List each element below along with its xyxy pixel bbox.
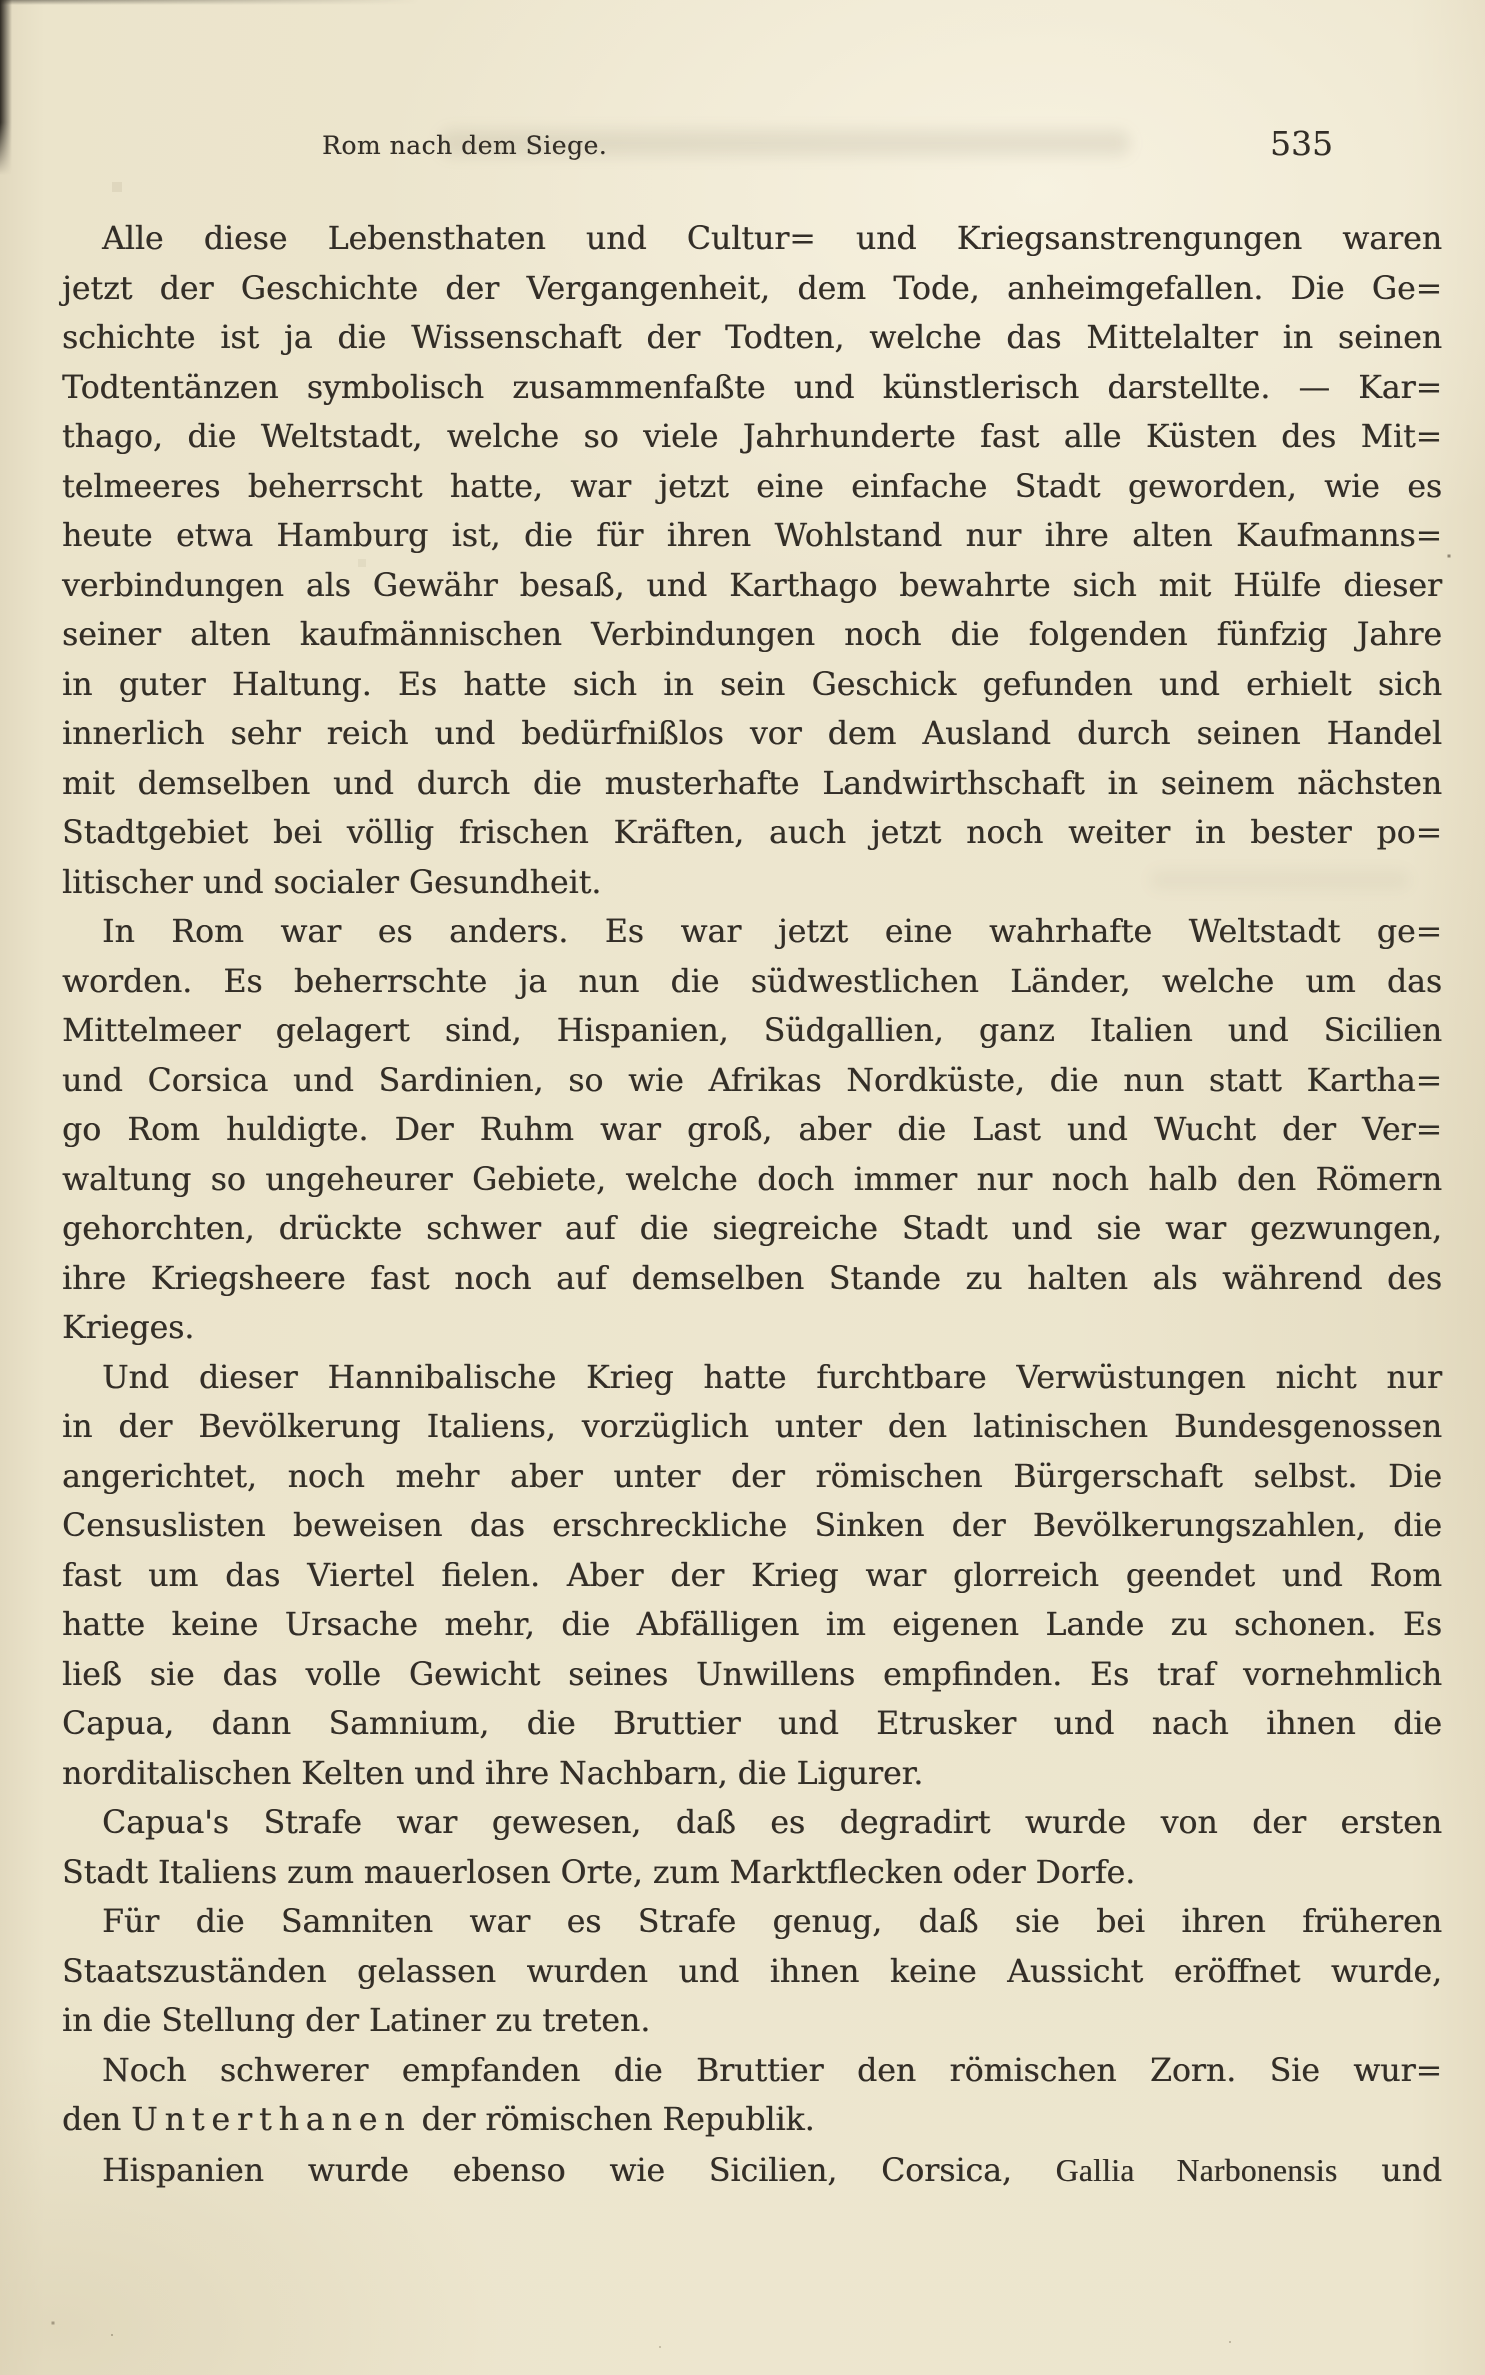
- text-line: go Rom huldigte. Der Ruhm war groß, aber die Last und Wucht der Ver=: [62, 1112, 1442, 1148]
- text-line: jetzt der Geschichte der Vergangenheit, dem Tode, anheimgefallen. Die Ge=: [62, 270, 1442, 307]
- text-line: Stadt Italiens zum mauerlosen Orte, zum Marktflecken oder Dorfe.: [62, 1854, 1136, 1891]
- paragraph: [62, 908, 1442, 1354]
- text-line: worden. Es beherrschte ja nun die südwestlichen Länder, welche um das: [62, 963, 1442, 1000]
- paragraph: [62, 2047, 1442, 2146]
- page-text: [62, 215, 1442, 2196]
- text-line: Capua, dann Samnium, die Bruttier und Etrusker und nach ihnen die: [62, 1706, 1442, 1742]
- text-line: in der Bevölkerung Italiens, vorzüglich unter den latinischen Bundesgenossen: [62, 1409, 1442, 1445]
- paragraph: [62, 215, 1442, 908]
- text-line: und Corsica und Sardinien, so wie Afrikas Nordküste, die nun statt Kartha=: [62, 1062, 1442, 1099]
- text-line: angerichtet, noch mehr aber unter der römischen Bürgerschaft selbst. Die: [62, 1458, 1442, 1495]
- text-line: thago, die Weltstadt, welche so viele Jahrhunderte fast alle Küsten des Mit=: [62, 419, 1442, 455]
- text-line: ihre Kriegsheere fast noch auf demselben Stande zu halten als während des: [62, 1260, 1442, 1297]
- text-line: telmeeres beherrscht hatte, war jetzt eine einfache Stadt geworden, wie es: [62, 468, 1442, 505]
- text-line: waltung so ungeheurer Gebiete, welche doch immer nur noch halb den Römern: [62, 1161, 1442, 1198]
- text-line: schichte ist ja die Wissenschaft der Todten, welche das Mittelalter in seinen: [62, 320, 1442, 356]
- text-line: Hispanien wurde ebenso wie Sicilien, Corsica, Gallia Narbonensis und: [102, 2152, 1442, 2189]
- letterspaced-word: Unterthanen: [131, 2102, 412, 2138]
- text-line: Capua's Strafe war gewesen, daß es degradirt wurde von der ersten: [102, 1805, 1442, 1841]
- antiqua-phrase: Gallia Narbonensis: [1055, 2152, 1338, 2188]
- text-line: Alle diese Lebensthaten und Cultur= und Kriegsanstrengungen waren: [102, 221, 1442, 257]
- text-line: verbindungen als Gewähr besaß, und Karthago bewahrte sich mit Hülfe dieser: [62, 567, 1442, 604]
- scan-edge-shadow: [0, 0, 12, 175]
- text-line: Krieges.: [62, 1310, 195, 1346]
- text-line: fast um das Viertel fielen. Aber der Krieg war glorreich geendet und Rom: [62, 1557, 1442, 1594]
- paragraph: [62, 1354, 1442, 1800]
- text-line: gehorchten, drückte schwer auf die siegreiche Stadt und sie war gezwungen,: [62, 1211, 1442, 1247]
- text-line: Staatszuständen gelassen wurden und ihnen keine Aussicht eröffnet wurde,: [62, 1953, 1442, 1990]
- text-line: in die Stellung der Latiner zu treten.: [62, 2003, 651, 2039]
- text-line: hatte keine Ursache mehr, die Abfälligen im eigenen Lande zu schonen. Es: [62, 1607, 1442, 1643]
- scan-edge-shadow-top: [0, 0, 420, 5]
- text-line: mit demselben und durch die musterhafte Landwirthschaft in seinem nächsten: [62, 765, 1442, 802]
- text-line: In Rom war es anders. Es war jetzt eine wahrhafte Weltstadt ge=: [102, 914, 1442, 950]
- text-line: in guter Haltung. Es hatte sich in sein Geschick gefunden und erhielt sich: [62, 666, 1442, 703]
- text-line: seiner alten kaufmännischen Verbindungen noch die folgenden fünfzig Jahre: [62, 617, 1442, 653]
- paragraph: [62, 1898, 1442, 2047]
- text-line: Und dieser Hannibalische Krieg hatte furchtbare Verwüstungen nicht nur: [102, 1359, 1442, 1396]
- text-line: heute etwa Hamburg ist, die für ihren Wohlstand nur ihre alten Kaufmanns=: [62, 518, 1442, 554]
- page-number: 535: [1270, 124, 1333, 163]
- text-line: Censuslisten beweisen das erschreckliche Sinken der Bevölkerungszahlen, die: [62, 1508, 1442, 1544]
- text-line: Mittelmeer gelagert sind, Hispanien, Südgallien, ganz Italien und Sicilien: [62, 1013, 1442, 1049]
- paragraph: [62, 1799, 1442, 1898]
- text-line: Noch schwerer empfanden die Bruttier den römischen Zorn. Sie wur=: [102, 2052, 1442, 2089]
- text-line: litischer und socialer Gesundheit.: [62, 864, 602, 901]
- text-line: norditalischen Kelten und ihre Nachbarn, die Ligurer.: [62, 1755, 924, 1792]
- text-line: innerlich sehr reich und bedürfnißlos vor dem Ausland durch seinen Handel: [62, 716, 1442, 752]
- running-head-title: Rom nach dem Siege.: [322, 131, 608, 160]
- text-line: Stadtgebiet bei völlig frischen Kräften, auch jetzt noch weiter in bester po=: [62, 815, 1442, 851]
- text-line: Todtentänzen symbolisch zusammenfaßte und künstlerisch darstellte. — Kar=: [62, 369, 1442, 406]
- text-line: den Unterthanen der römischen Republik.: [62, 2102, 815, 2138]
- paragraph: [62, 2146, 1442, 2197]
- text-line: ließ sie das volle Gewicht seines Unwillens empfinden. Es traf vornehmlich: [62, 1656, 1442, 1693]
- text-line: Für die Samniten war es Strafe genug, daß sie bei ihren früheren: [102, 1904, 1442, 1940]
